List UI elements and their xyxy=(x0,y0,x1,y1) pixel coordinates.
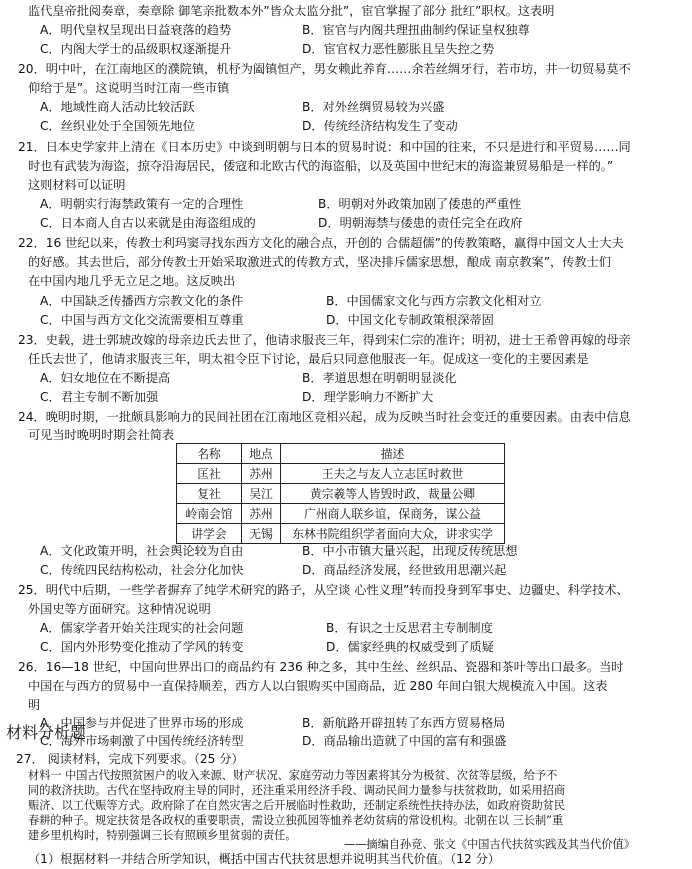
table-cell: 苏州 xyxy=(242,464,281,484)
q20-option-d: D．传统经济结构发生了变动 xyxy=(302,119,458,133)
section-title: 材料分析题 xyxy=(6,723,87,742)
q22-option-a: A．中国缺乏传播西方宗教文化的条件 xyxy=(40,294,244,308)
q26-option-b: B．新航路开辟扭转了东西方贸易格局 xyxy=(302,716,506,730)
q26-option-a: A．中国参与并促进了世界市场的形成 xyxy=(40,716,244,730)
table-cell: 讲学会 xyxy=(177,524,242,544)
q27-material-line2: 同的救济扶助。古代在坚持政府主导的同时，还注重采用经济手段、调动民间力量参与扶贫救助，如采用招商 xyxy=(28,784,566,797)
q21-stem-line3: 这则材料可以证明 xyxy=(28,178,126,192)
table-cell: 东林书院组织学者面向大众，讲求实学 xyxy=(281,524,505,544)
q21-option-b: B．明朝对外政策加剧了倭患的严重性 xyxy=(318,197,522,211)
q21-stem-line2: 时也有武装为海盗，掠夺沿海居民，倭寇和北欧古代的海盗船，以及英国中世纪末的海盗兼贸易船是一样的。” xyxy=(28,159,614,173)
q19-option-a: A．明代皇权呈现出日益衰落的趋势 xyxy=(40,23,232,37)
q19-stem-tail: 监代皇帝批阅奏章，奏章除 御笔亲批数本外”皆众太监分批”，宦官掌握了部分 批红”职权。这表明 xyxy=(28,4,555,18)
table-cell: 岭南会馆 xyxy=(177,504,242,524)
q20-stem-line2: 仰给于是”。这说明当时江南一些市镇 xyxy=(28,81,230,95)
q19-option-b: B．宦官与内阁共理扭曲制约保证皇权独尊 xyxy=(302,23,530,37)
table-cell: 匡社 xyxy=(177,464,242,484)
q21-option-d: D．明朝海禁与倭患的责任完全在政府 xyxy=(318,216,523,230)
table-cell: 复社 xyxy=(177,484,242,504)
q26-stem-line1: 26．16—18 世纪，中国向世界出口的商品约有 236 种之多，其中生丝、丝织品、瓷器和茶叶等出口最多。当时 xyxy=(18,660,624,674)
q24-stem-line1: 24．晚明时期，一批颇具影响力的民间社团在江南地区竞相兴起，成为反映当时社会变迁的重要因素。由表中信息 xyxy=(18,410,631,424)
q20-stem-line1: 20．明中叶，在江南地区的濮院镇，机杼为阖镇恒产，男女赖此养育……余若丝绸牙行，若市坊，井一切贸易莫不 xyxy=(18,62,631,76)
table-cell: 王夫之与友人立志匡时救世 xyxy=(281,464,505,484)
q26-stem-line3: 明 xyxy=(28,698,41,712)
q23-stem-line1: 23．史载，进士郭琥改嫁的母亲边氏去世了，他请求服丧三年，得到宋仁宗的准许；明初，进士王希曾再嫁的母亲 xyxy=(18,333,631,347)
q23-option-a: A．妇女地位在不断提高 xyxy=(40,371,171,385)
q26-option-c: C．海外市场刺激了中国传统经济转型 xyxy=(40,734,244,748)
q24-option-d: D．商品经济发展，经世致用思潮兴起 xyxy=(302,563,507,577)
q22-option-c: C．中国与西方文化交流需要相互尊重 xyxy=(40,313,244,327)
table-row xyxy=(177,484,505,504)
table-header-cell: 名称 xyxy=(177,444,242,464)
q22-option-b: B．中国儒家文化与西方宗教文化相对立 xyxy=(326,294,542,308)
q21-option-a: A．明朝实行海禁政策有一定的合理性 xyxy=(40,197,244,211)
q20-option-b: B．对外丝绸贸易较为兴盛 xyxy=(302,100,445,114)
q27-material-line3: 赈济、以工代赈等方式。政府除了在自然灾害之后开展临时性救助，还制定系统性扶持办法，如政府资助贫民 xyxy=(28,799,566,812)
q27-requirement-1: （1）根据材料一并结合所学知识，概括中国古代扶贫思想并说明其当代价值。（12 分） xyxy=(28,852,500,866)
society-table xyxy=(176,443,505,544)
q19-option-c: C．内阁大学士的品级职权逐渐提升 xyxy=(40,42,232,56)
table-cell: 吴江 xyxy=(242,484,281,504)
table-cell: 广州商人联乡谊，保商务，谋公益 xyxy=(281,504,505,524)
q21-stem-line1: 21．日本史学家井上清在《日本历史》中谈到明朝与日本的贸易时说：和中国的往来，不只是进行和平贸易……同 xyxy=(18,140,631,154)
q24-option-c: C．传统四民结构松动，社会分化加快 xyxy=(40,563,244,577)
q25-stem-line2: 外国史等方面研究。这种情况说明 xyxy=(28,602,211,616)
q22-stem-line3: 在中国内地几乎无立足之地。这反映出 xyxy=(28,274,236,288)
q25-option-c: C．国内外形势变化推动了学风的转变 xyxy=(40,640,244,654)
q25-option-b: B．有识之士反思君主专制制度 xyxy=(326,621,493,635)
q24-option-b: B．中小市镇大量兴起，出现反传统思想 xyxy=(302,544,518,558)
q27-material-line1: 材料一 中国古代按照贫困户的收入来源、财产状况、家庭劳动力等因素将其分为极贫、次贫等层级，给予不 xyxy=(28,769,558,782)
q27-stem: 27． 阅读材料，完成下列要求。（25 分） xyxy=(16,752,244,766)
table-row xyxy=(177,524,505,544)
q22-stem-line2: 的好感。其去世后，部分传教士开始采取激进式的传教方式，坚决排斥儒家思想，酿成 南京教案”，传教士们 xyxy=(28,255,611,269)
q21-option-c: C．日本商人自古以来就是由海盗组成的 xyxy=(40,216,256,230)
q26-option-d: D．商品输出造就了中国的富有和强盛 xyxy=(302,734,507,748)
table-header-cell: 描述 xyxy=(281,444,505,464)
q23-option-b: B．孝道思想在明朝明显淡化 xyxy=(302,371,457,385)
q22-stem-line1: 22．16 世纪以来，传教士利玛窦寻找东西方文化的融合点，开创的 合儒超儒”的传教策略，赢得中国文人士大夫 xyxy=(18,236,624,250)
q27-material-line5: 建乡里机构时，特别强调三长有照顾乡里贫弱的责任。 xyxy=(28,829,297,842)
q27-source: ——摘编自孙竞、张文《中国古代扶贫实践及其当代价值》 xyxy=(344,838,635,851)
q27-material-line4: 春耕的种子。规定扶贫是各政权的重要职责，需设立独孤园等恤养老幼贫病的常设机构。北朝在以 三长制”重 xyxy=(28,814,564,827)
q25-option-d: D．儒家经典的权威受到了质疑 xyxy=(326,640,494,654)
table-cell: 无锡 xyxy=(242,524,281,544)
q22-option-d: D．中国文化专制政策根深蒂固 xyxy=(326,313,494,327)
q25-option-a: A．儒家学者开始关注现实的社会问题 xyxy=(40,621,244,635)
q20-option-a: A．地域性商人活动比较活跃 xyxy=(40,100,195,114)
q23-option-c: C．君主专制不断加强 xyxy=(40,390,159,404)
q19-option-d: D．宦官权力恶性膨胀且呈失控之势 xyxy=(302,42,495,56)
table-cell: 黄宗羲等人皆毁时政，裁量公卿 xyxy=(281,484,505,504)
table-cell: 苏州 xyxy=(242,504,281,524)
q25-stem-line1: 25．明代中后期，一些学者摒弃了纯学术研究的路子，从空谈 心性义理”转而投身到军事史、边疆史、科学技术、 xyxy=(18,583,629,597)
table-row xyxy=(177,504,505,524)
q20-option-c: C．丝织业处于全国领先地位 xyxy=(40,119,195,133)
q26-stem-line2: 中国在与西方的贸易中一直保持顺差，西方人以白银购买中国商品，近 280 年间白银大规模流入中国。这表 xyxy=(28,679,608,693)
q23-option-d: D．理学影响力不断扩大 xyxy=(302,390,434,404)
table-row xyxy=(177,464,505,484)
table-header-row xyxy=(177,444,505,464)
q24-option-a: A．文化政策开明，社会舆论较为自由 xyxy=(40,544,244,558)
q24-stem-line2: 可见当时晚明时期会社简表 xyxy=(28,428,175,442)
table-header-cell: 地点 xyxy=(242,444,281,464)
q23-stem-line2: 任氏去世了，他请求服丧三年，明太祖令臣下讨论，最后只同意他服丧一年。促成这一变化的主要因素是 xyxy=(28,352,589,366)
